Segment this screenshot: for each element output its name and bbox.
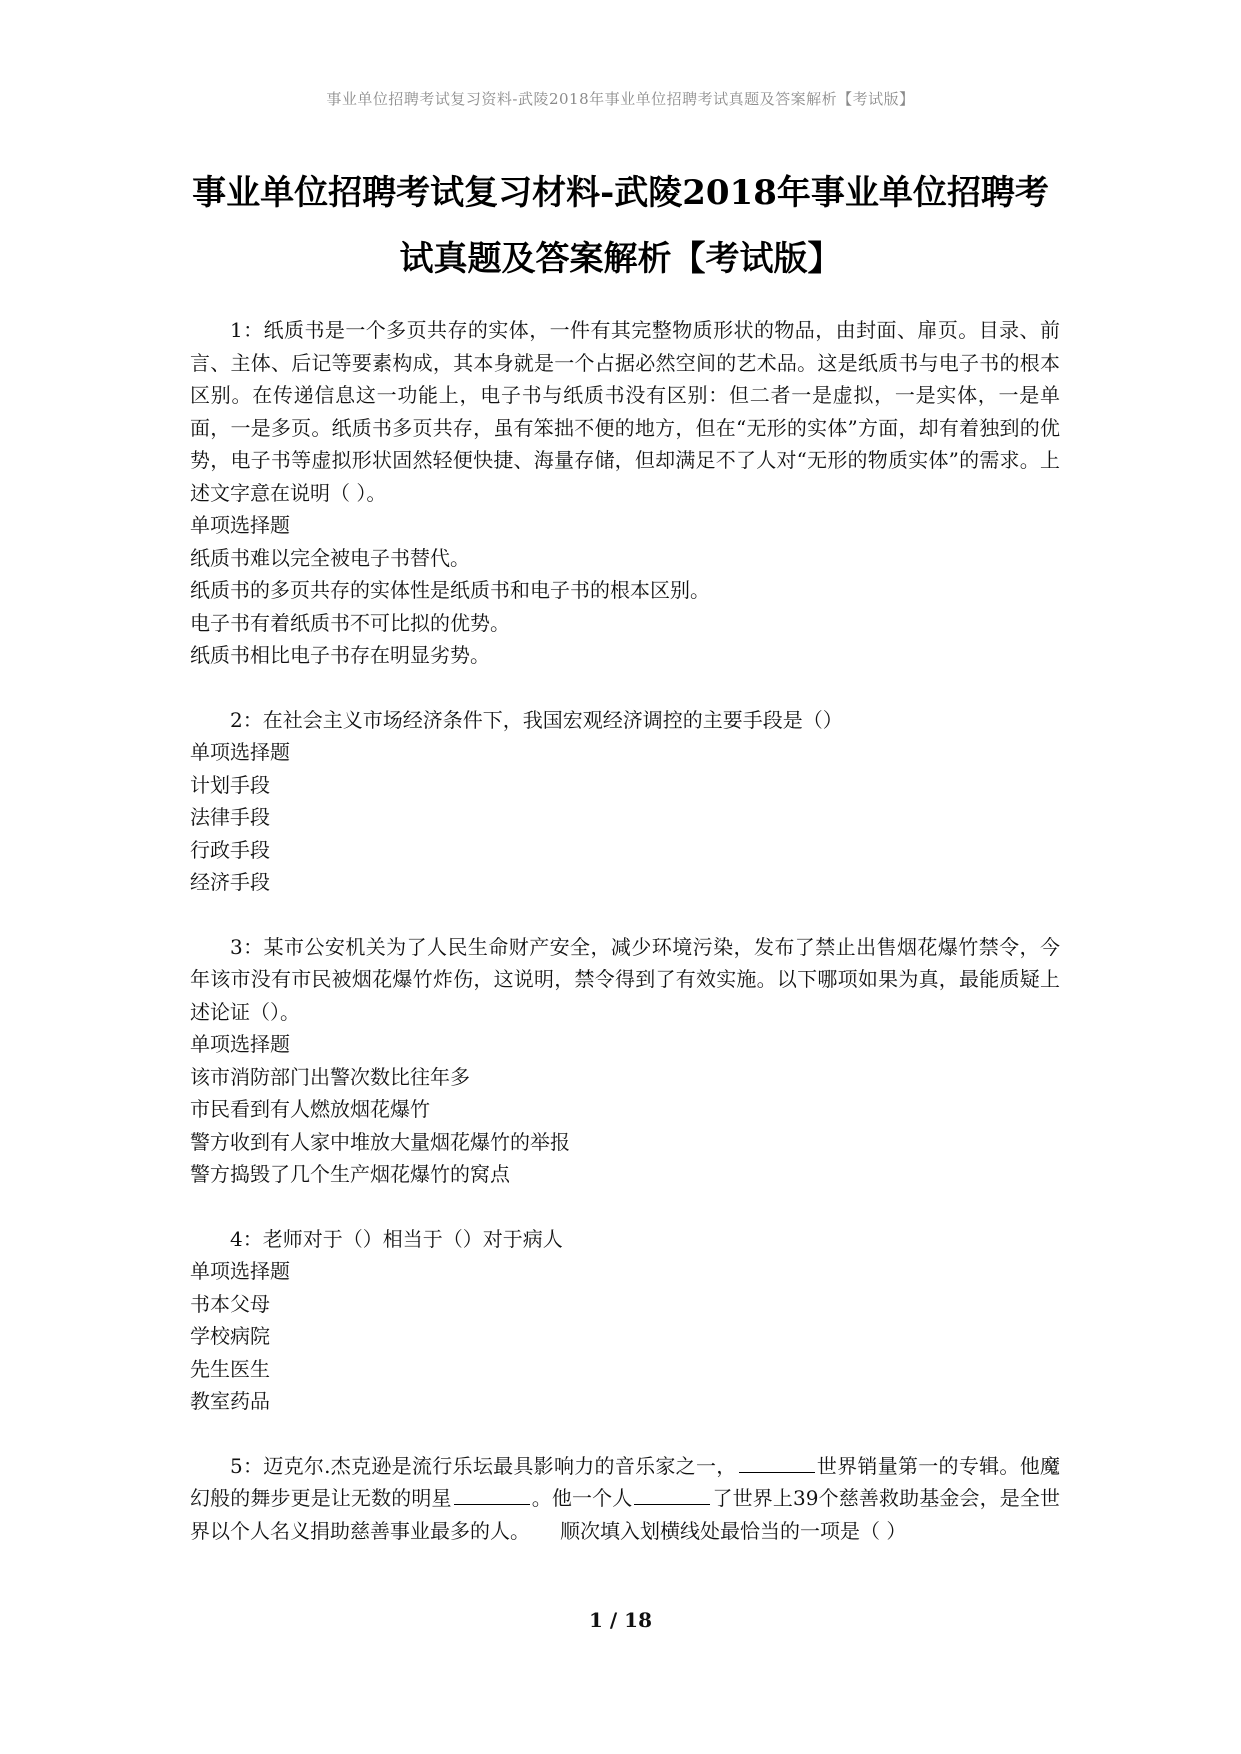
option-a: 纸质书难以完全被电子书替代。 xyxy=(190,545,470,570)
question-5 xyxy=(190,1450,1060,1548)
fill-blank-3 xyxy=(634,1484,710,1505)
question-4 xyxy=(190,1223,1060,1418)
question-stem: 4：老师对于（）相当于（）对于病人 xyxy=(230,1226,563,1251)
question-stem: 3：某市公安机关为了人民生命财产安全，减少环境污染，发布了禁止出售烟花爆竹禁令，今年该市没有市民被烟花爆竹炸伤，这说明，禁令得到了有效实施。以下哪项如果为真，最能质疑上述论证（）。 xyxy=(190,934,1060,1024)
stem-part-2: 世界销量第一的专辑。他魔幻般的舞步更是让无数的明星 xyxy=(190,1453,1060,1510)
option-c: 警方收到有人家中堆放大量烟花爆竹的举报 xyxy=(190,1129,570,1154)
question-3 xyxy=(190,931,1060,1191)
option-a: 计划手段 xyxy=(190,772,270,797)
document-title xyxy=(150,160,1091,292)
question-type: 单项选择题 xyxy=(190,513,290,537)
stem-part-3: 。他一个人 xyxy=(531,1486,633,1510)
option-a: 书本父母 xyxy=(190,1291,270,1316)
page-header: 事业单位招聘考试复习资料-武陵2018年事业单位招聘考试真题及答案解析【考试版】 xyxy=(326,90,915,108)
option-a: 该市消防部门出警次数比往年多 xyxy=(190,1064,470,1089)
option-d: 教室药品 xyxy=(190,1389,270,1413)
option-b: 纸质书的多页共存的实体性是纸质书和电子书的根本区别。 xyxy=(190,578,710,602)
question-type: 单项选择题 xyxy=(190,740,290,764)
option-d: 纸质书相比电子书存在明显劣势。 xyxy=(190,643,490,667)
option-c: 先生医生 xyxy=(190,1356,270,1381)
option-d: 经济手段 xyxy=(190,870,270,894)
option-b: 学校病院 xyxy=(190,1324,270,1348)
question-stem: 2：在社会主义市场经济条件下，我国宏观经济调控的主要手段是（） xyxy=(230,707,843,732)
question-1 xyxy=(190,314,1060,672)
fill-blank-2 xyxy=(454,1484,530,1505)
question-type: 单项选择题 xyxy=(190,1032,290,1056)
stem-part-4: 了世界上39个慈善救助基金会，是全世界以个人名义捐助慈善事业最多的人。 顺次填入划横线处最恰当的一项是（ ） xyxy=(190,1486,1061,1543)
question-type: 单项选择题 xyxy=(190,1259,290,1283)
option-c: 电子书有着纸质书不可比拟的优势。 xyxy=(190,610,510,635)
option-c: 行政手段 xyxy=(190,837,270,862)
option-b: 市民看到有人燃放烟花爆竹 xyxy=(190,1097,430,1121)
fill-blank-1 xyxy=(739,1452,815,1473)
question-stem: 1：纸质书是一个多页共存的实体，一件有其完整物质形状的物品，由封面、扉页。目录、前言、主体、后记等要素构成，其本身就是一个占据必然空间的艺术品。这是纸质书与电子书的根本区别。在传递信息这一功能上，电子书与纸质书没有区别：但二者一是虚拟，一是实体，一是单面，一是多页。纸质书多页共存，虽有笨拙不便的地方，但在“无形的实体”方面，却有着独到的优势，电子书等虚拟形状固然轻便快捷、海量存储，但却满足不了人对“无形的物质实体”的需求。上述文字意在说明（ ）。 xyxy=(190,318,1060,505)
stem-part-1: 5：迈克尔.杰克逊是流行乐坛最具影响力的音乐家之一， xyxy=(230,1453,737,1478)
page-number: 1 / 18 xyxy=(589,1608,652,1632)
option-d: 警方捣毁了几个生产烟花爆竹的窝点 xyxy=(190,1162,510,1186)
option-b: 法律手段 xyxy=(190,805,270,829)
question-list xyxy=(190,314,1060,1579)
title-line-2: 试真题及答案解析【考试版】 xyxy=(399,239,842,279)
question-stem xyxy=(190,1450,1060,1548)
question-2 xyxy=(190,704,1060,899)
title-line-1: 事业单位招聘考试复习材料-武陵2018年事业单位招聘考 xyxy=(192,173,1049,213)
